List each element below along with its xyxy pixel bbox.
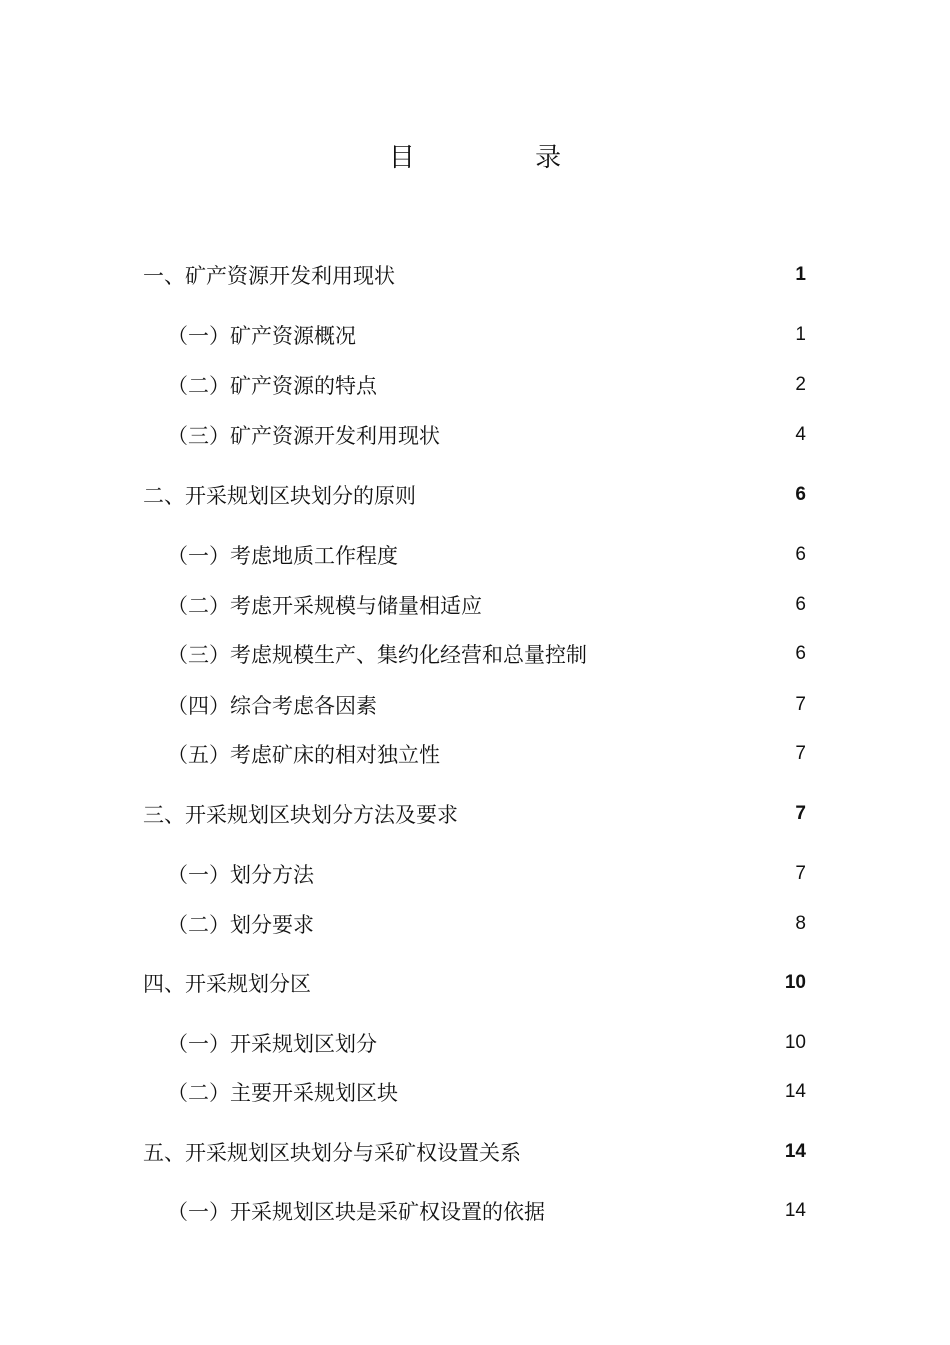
toc-entry-page: 6 — [795, 484, 806, 505]
toc-entry-page: 7 — [795, 694, 806, 715]
toc-entry-page: 6 — [795, 643, 806, 664]
toc-entry-page: 14 — [784, 1141, 806, 1162]
toc-entry-title: （五）考虑矿床的相对独立性 — [167, 743, 440, 767]
toc-dot-leader — [466, 737, 793, 771]
toc-entry-title: 三、开采规划区块划分方法及要求 — [143, 803, 458, 827]
toc-entry-title: （三）考虑规模生产、集约化经营和总量控制 — [167, 643, 587, 667]
toc-entry[interactable] — [143, 1135, 806, 1169]
toc-entry-title: （二）主要开采规划区块 — [167, 1081, 398, 1105]
toc-entry-page: 1 — [795, 264, 806, 285]
toc-dot-leader — [484, 797, 793, 831]
toc-entry[interactable] — [167, 368, 806, 402]
toc-entry-title: 五、开采规划区块划分与采矿权设置关系 — [143, 1141, 521, 1165]
toc-entry-title: （一）考虑地质工作程度 — [167, 544, 398, 568]
toc-entry-title: （一）开采规划区划分 — [167, 1032, 377, 1056]
toc-entry-page: 8 — [795, 913, 806, 934]
toc-entry[interactable] — [143, 797, 806, 831]
toc-dot-leader — [337, 966, 783, 1000]
toc-entry[interactable] — [167, 1075, 806, 1109]
toc-dot-leader — [403, 1026, 783, 1060]
toc-entry[interactable] — [167, 688, 806, 722]
toc-entry[interactable] — [167, 857, 806, 891]
toc-dot-leader — [571, 1194, 783, 1228]
toc-entry-page: 14 — [784, 1081, 806, 1102]
toc-entry-title: （二）考虑开采规模与储量相适应 — [167, 594, 482, 618]
toc-dot-leader — [403, 368, 793, 402]
toc-entry-page: 7 — [795, 863, 806, 884]
toc-dot-leader — [421, 258, 793, 292]
toc-entry-title: （一）划分方法 — [167, 863, 314, 887]
toc-entry[interactable] — [143, 258, 806, 292]
toc-dot-leader — [340, 907, 793, 941]
toc-entry-title: 二、开采规划区块划分的原则 — [143, 484, 416, 508]
toc-entry-title: （二）矿产资源的特点 — [167, 374, 377, 398]
toc-dot-leader — [382, 318, 793, 352]
page-title: 目 录 — [388, 143, 618, 173]
toc-entry-title: （三）矿产资源开发利用现状 — [167, 424, 440, 448]
toc-entry[interactable] — [143, 966, 806, 1000]
toc-dot-leader — [613, 637, 793, 671]
toc-entry-page: 7 — [795, 803, 806, 824]
toc-entry[interactable] — [167, 588, 806, 622]
toc-dot-leader — [466, 418, 793, 452]
toc-dot-leader — [424, 1075, 783, 1109]
toc-entry-page: 2 — [795, 374, 806, 395]
toc-entry-page: 14 — [784, 1200, 806, 1221]
toc-entry-page: 10 — [784, 972, 806, 993]
toc-entry[interactable] — [167, 1026, 806, 1060]
toc-entry-page: 6 — [795, 544, 806, 565]
toc-entry[interactable] — [167, 318, 806, 352]
toc-entry-page: 1 — [795, 324, 806, 345]
toc-entry-page: 10 — [784, 1032, 806, 1053]
toc-entry-title: （一）矿产资源概况 — [167, 324, 356, 348]
toc-dot-leader — [547, 1135, 783, 1169]
toc-dot-leader — [442, 478, 793, 512]
toc-entry[interactable] — [167, 538, 806, 572]
toc-entry[interactable] — [143, 478, 806, 512]
toc-entry-title: （四）综合考虑各因素 — [167, 694, 377, 718]
toc-entry-page: 6 — [795, 594, 806, 615]
toc-entry-title: （二）划分要求 — [167, 913, 314, 937]
toc-entry[interactable] — [167, 637, 806, 671]
toc-entry[interactable] — [167, 737, 806, 771]
toc-dot-leader — [340, 857, 793, 891]
toc-entry-title: （一）开采规划区块是采矿权设置的依据 — [167, 1200, 545, 1224]
toc-entry-title: 一、矿产资源开发利用现状 — [143, 264, 395, 288]
toc-entry[interactable] — [167, 418, 806, 452]
toc-entry-title: 四、开采规划分区 — [143, 972, 311, 996]
toc-dot-leader — [424, 538, 793, 572]
toc-entry-page: 7 — [795, 743, 806, 764]
toc-entry-page: 4 — [795, 424, 806, 445]
toc-entry[interactable] — [167, 1194, 806, 1228]
toc-dot-leader — [403, 688, 793, 722]
toc-dot-leader — [508, 588, 793, 622]
toc-entry[interactable] — [167, 907, 806, 941]
